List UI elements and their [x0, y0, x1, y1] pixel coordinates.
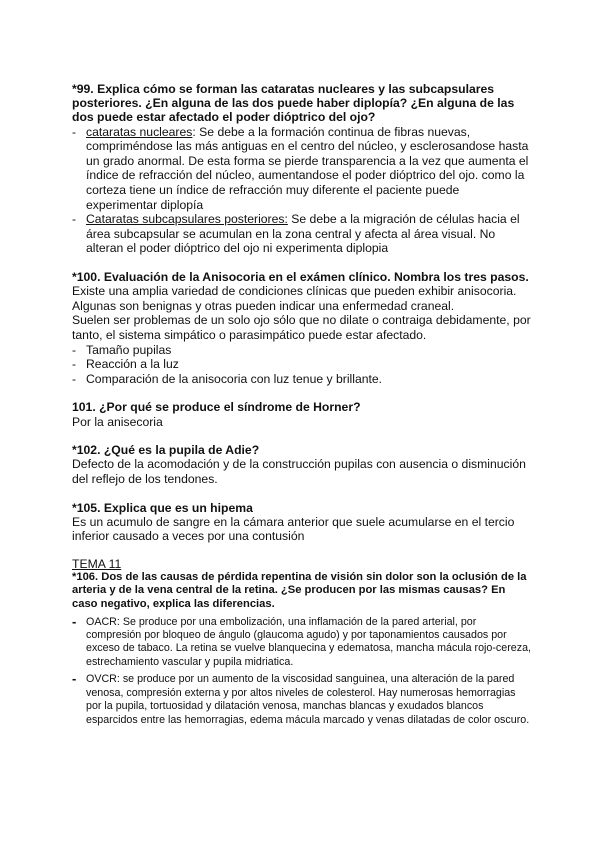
- question-105-answer: Es un acumulo de sangre en la cámara anterior que suele acumularse en el tercio inferior causado a veces por una contusión: [72, 514, 515, 544]
- question-99-list: [72, 125, 532, 256]
- document-page: [72, 82, 532, 731]
- question-99-title: *99. Explica cómo se forman las cataratas nucleares y las subcapsulares posteriores. ¿En alguna de las dos puede haber diplopía? ¿En alguna de las dos puede estar afectado el poder dióptrico del ojo?: [72, 82, 515, 125]
- list-item: - OVCR: se produce por un aumento de la viscosidad sanguinea, una alteración de la pared venosa, compresión externa y por altos niveles de colesterol. Hay numerosas hemorragias por la pupila, tortuosidad y dilatación venosa, manchas blancas y exudados blancos esparcidos entre las hemorragias, edema mácula marcado y venas dilatadas de color oscuro.: [72, 673, 532, 727]
- section-heading-tema: TEMA 11: [72, 556, 122, 571]
- term-underlined: Cataratas subcapsulares posteriores:: [86, 212, 288, 227]
- item-text: : Se debe a la formación continua de fibras nuevas, compriméndose las más antiguas en el centro del núcleo, y esclerosandose hasta un grado anormal. De esta forma se pierde transparencia a la vez que aumenta el índice de refracción del núcleo, aumentandose el poder dióptrico del ojo. como la corteza tiene un índice de refracción muy diferente el paciente puede experimentar diplopía: [86, 124, 529, 212]
- list-item: [72, 125, 532, 213]
- list-item: [72, 212, 532, 256]
- term-underlined: cataratas nucleares: [86, 124, 193, 139]
- list-item: - Reacción a la luz: [72, 357, 532, 372]
- list-item: - Tamaño pupilas: [72, 343, 532, 358]
- question-100-para-1: Existe una amplia variedad de condiciones clínicas que pueden exhibir anisocoria. Algunas son benignas y otras pueden indicar una enfermedad craneal.: [72, 284, 517, 313]
- question-100-steps: [72, 343, 532, 387]
- item-text: Se debe a la migración de células hacia el área subcapsular se acumulan en la zona central y afecta al área visual. No alteran el poder dióptrico del ojo ni experimenta diplopia: [86, 212, 520, 256]
- question-106-title: *106. Dos de las causas de pérdida repentina de visión sin dolor son la oclusión de la arteria y de la vena central de la retina. ¿Se producen por las mismas causas? En caso negativo, explica las diferencias.: [72, 570, 527, 611]
- question-106-list: [72, 616, 532, 727]
- question-100-title: *100. Evaluación de la Anisocoria en el exámen clínico. Nombra los tres pasos.: [72, 269, 529, 284]
- list-item: - OACR: Se produce por una embolización, una inflamación de la pared arterial, por compresión por bloqueo de ángulo (glaucoma agudo) y por taponamientos causados por exceso de tabaco. La retina se vuelve blanquecina y edematosa, mancha mácula rojo-cereza, estrechamiento vascular y pupila midriatica.: [72, 616, 532, 670]
- question-105-title: *105. Explica que es un hipema: [72, 500, 253, 515]
- question-102-answer: Defecto de la acomodación y de la construcción pupilas con ausencia o disminución del reflejo de los tendones.: [72, 457, 526, 486]
- question-101-title: 101. ¿Por qué se produce el síndrome de Horner?: [72, 400, 361, 415]
- question-101-answer: Por la anisecoria: [72, 414, 163, 429]
- list-item: - Comparación de la anisocoria con luz tenue y brillante.: [72, 372, 532, 387]
- question-100-para-2: Suelen ser problemas de un solo ojo sólo que no dilate o contraiga debidamente, por tanto, el sistema simpático o parasimpático puede estar afectado.: [72, 313, 531, 342]
- question-102-title: *102. ¿Qué es la pupila de Adie?: [72, 443, 260, 458]
